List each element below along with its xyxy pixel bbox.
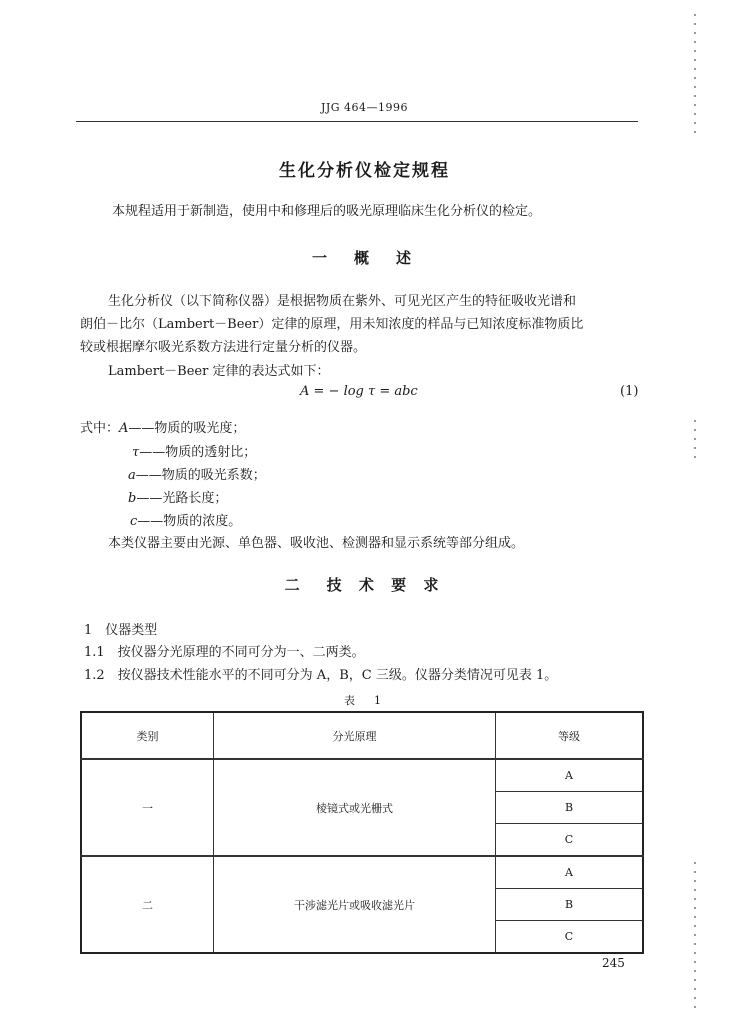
- symbol: A: [119, 421, 129, 436]
- symbol: c: [130, 514, 138, 529]
- formula-number: (1): [620, 384, 639, 399]
- paragraph-line: 朗伯－比尔（Lambert－Beer）定律的原理，用未知浓度的样品与已知浓度标准物质比: [80, 317, 584, 332]
- scan-artifact: [694, 420, 696, 460]
- section-heading-technical-requirements: 二 技 术 要 求: [284, 576, 445, 594]
- scan-artifact: [694, 14, 696, 134]
- grade-cell: B: [496, 889, 644, 921]
- grade-cell: A: [496, 856, 644, 889]
- definition-item: [130, 510, 241, 529]
- section-heading-overview: 一 概 述: [311, 249, 417, 267]
- symbol: a: [128, 468, 136, 483]
- scan-artifact: [694, 862, 696, 1012]
- clause-1: 1 仪器类型: [84, 623, 158, 638]
- definition-item: [128, 464, 266, 483]
- scope-statement: 本规程适用于新制造，使用中和修理后的吸光原理临床生化分析仪的检定。: [112, 204, 542, 219]
- clause-1-1: 1.1 按仪器分光原理的不同可分为一、二两类。: [84, 645, 365, 660]
- classification-table: [80, 711, 644, 954]
- components-statement: 本类仪器主要由光源、单色器、吸收池、检测器和显示系统等部分组成。: [108, 536, 525, 551]
- table-header-row: [81, 712, 643, 759]
- principle-cell: 棱镜式或光栅式: [214, 759, 496, 856]
- formula: A = − log τ = abc: [300, 384, 418, 399]
- paragraph-line: 较或根据摩尔吸光系数方法进行定量分析的仪器。: [80, 340, 367, 355]
- grade-cell: C: [496, 921, 644, 954]
- header-principle: 分光原理: [214, 712, 496, 759]
- symbol: τ: [132, 445, 140, 460]
- grade-cell: C: [496, 824, 644, 857]
- table-caption: 表 1: [344, 694, 385, 707]
- table-row: [81, 759, 643, 792]
- page-number: 245: [602, 956, 625, 970]
- definition-item: [132, 441, 256, 460]
- definition-text: ——物质的透射比；: [139, 445, 257, 460]
- grade-cell: A: [496, 759, 644, 792]
- law-intro: Lambert－Beer 定律的表达式如下：: [108, 364, 330, 379]
- definition-list: [80, 417, 245, 436]
- category-cell: 二: [81, 856, 214, 953]
- definition-item: [128, 487, 227, 506]
- document-code-header: JJG 464—1996: [320, 101, 409, 114]
- definition-text: ——物质的浓度。: [137, 514, 242, 529]
- definition-text: ——物质的吸光系数；: [135, 468, 266, 483]
- page-title: 生化分析仪检定规程: [279, 161, 450, 181]
- header-rule: [76, 121, 638, 122]
- clause-1-2: 1.2 按仪器技术性能水平的不同可分为 A，B，C 三级。仪器分类情况可见表 1。: [84, 668, 558, 683]
- principle-cell: 干涉滤光片或吸收滤光片: [214, 856, 496, 953]
- header-category: 类别: [81, 712, 214, 759]
- category-cell: 一: [81, 759, 214, 856]
- paragraph-line: 生化分析仪（以下简称仪器）是根据物质在紫外、可见光区产生的特征吸收光谱和: [108, 294, 577, 309]
- definitions-prefix: 式中：: [80, 421, 120, 436]
- table-row: [81, 856, 643, 889]
- definition-text: ——物质的吸光度；: [128, 421, 246, 436]
- header-grade: 等级: [496, 712, 644, 759]
- grade-cell: B: [496, 792, 644, 824]
- symbol: b: [128, 491, 137, 506]
- definition-text: ——光路长度；: [136, 491, 228, 506]
